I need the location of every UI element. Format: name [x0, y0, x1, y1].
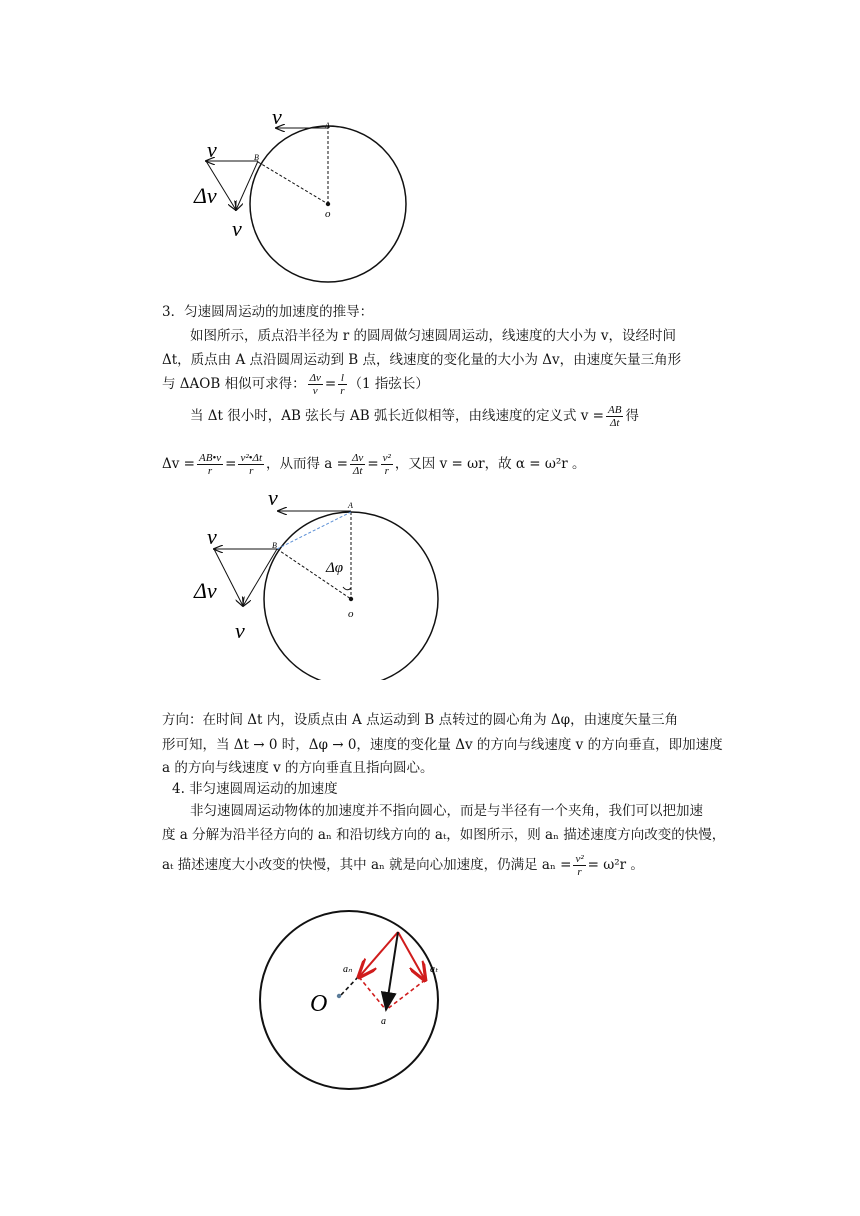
direction-line1: 方向：在时间 Δt 内，设质点由 A 点运动到 B 点转过的圆心角为 Δφ，由速度矢量三角	[162, 712, 679, 728]
label-v-mid: v	[207, 524, 217, 549]
figure-nonuniform-circular	[0, 880, 860, 1100]
label-v-bottom: v	[235, 618, 245, 643]
text: Δv =	[162, 456, 195, 472]
label-delta-phi: Δφ	[326, 560, 344, 576]
dash-at-to-a	[386, 980, 425, 1010]
label-o: o	[325, 208, 331, 220]
text: 当 Δt 很小时，AB 弦长与 AB 弧长近似相等，由线速度的定义式 v =	[190, 408, 604, 424]
text: = ω²r 。	[587, 857, 644, 873]
center-dot	[326, 202, 330, 206]
label-b: B	[254, 153, 259, 162]
label-an: aₙ	[343, 964, 352, 975]
section-4-heading: 4. 非匀速圆周运动的加速度	[172, 781, 338, 797]
text: ，又因 v = ωr，故 α = ω²r 。	[394, 456, 586, 472]
label-o: o	[348, 608, 354, 620]
circle	[260, 911, 438, 1089]
label-v-top: v	[272, 104, 282, 129]
label-a: A	[348, 501, 353, 510]
figure-uniform-circular-1	[0, 0, 860, 300]
fraction: $\frac{AB•v}{r}$	[198, 452, 222, 477]
text: 与 ΔAOB 相似可求得：	[162, 376, 306, 392]
label-a: a	[381, 1016, 386, 1027]
label-a: A	[325, 121, 330, 130]
label-v-bottom: v	[232, 216, 242, 241]
text: 得	[625, 408, 639, 424]
fraction: $\frac{\text{v²}}{r}$	[575, 853, 584, 878]
direction-line2: 形可知，当 Δt → 0 时，Δφ → 0，速度的变化量 Δv 的方向与线速度 v 的方向垂直，即加速度	[162, 737, 723, 753]
figure-uniform-circular-2	[0, 480, 860, 680]
equals: =	[324, 376, 337, 392]
velocity-at-b	[236, 161, 258, 210]
at-vector	[398, 932, 425, 980]
dash-an-to-a	[359, 977, 386, 1010]
section-4-line3	[162, 853, 644, 878]
section-4-line2: 度 a 分解为沿半径方向的 aₙ 和沿切线方向的 aₜ，如图所示，则 aₙ 描述速度方向改变的快慢，	[162, 827, 726, 843]
label-v-mid: v	[207, 137, 217, 162]
equals: =	[367, 456, 379, 472]
section-3-p1-line1: 如图所示，质点沿半径为 r 的圆周做匀速圆周运动，线速度的大小为 v，设经时间	[190, 328, 676, 344]
fraction: $\frac{l}{r}$	[340, 372, 345, 397]
section-3-p1-line2: Δt，质点由 A 点沿圆周运动到 B 点，线速度的变化量的大小为 Δv，由速度矢量三角形	[162, 352, 682, 368]
fraction: $\frac{\text{v²•Δt}}{r}$	[240, 452, 263, 477]
label-v-top: v	[268, 485, 278, 510]
angle-arc	[343, 587, 351, 590]
fraction: $\frac{AB}{\Delta t}$	[608, 404, 622, 429]
section-4-line1: 非匀速圆周运动物体的加速度并不指向圆心，而是与半径有一个夹角，我们可以把加速	[190, 803, 703, 819]
label-delta-v: Δv	[194, 578, 217, 603]
radius-dashed	[341, 976, 359, 995]
label-o: O	[310, 991, 328, 1017]
label-at: aₜ	[430, 964, 438, 975]
fraction: $\frac{\Delta v}{\Delta t}$	[351, 452, 364, 477]
text: （1 指弦长）	[348, 376, 429, 392]
section-3-p1-line3	[162, 372, 429, 397]
chord-ab	[277, 512, 351, 549]
fraction: $\frac{\text{v²}}{r}$	[382, 452, 391, 477]
equals: =	[225, 456, 237, 472]
section-3-p2-line2	[162, 452, 586, 477]
center-dot	[337, 994, 341, 998]
velocity-at-b	[243, 549, 277, 606]
text: ，从而得 a =	[266, 456, 348, 472]
delta-v-vector	[214, 549, 243, 606]
fraction: $\frac{\Delta v}{v}$	[309, 372, 321, 397]
label-b: B	[272, 541, 277, 550]
center-dot	[349, 597, 353, 601]
direction-line3: a 的方向与线速度 v 的方向垂直且指向圆心。	[162, 760, 434, 776]
section-3-p2-line1	[190, 404, 639, 429]
label-delta-v: Δv	[194, 183, 217, 208]
section-3-heading: 3．匀速圆周运动的加速度的推导：	[162, 304, 374, 320]
radius-ob	[258, 162, 328, 204]
text: aₜ 描述速度大小改变的快慢，其中 aₙ 就是向心加速度，仍满足 aₙ =	[162, 857, 572, 873]
